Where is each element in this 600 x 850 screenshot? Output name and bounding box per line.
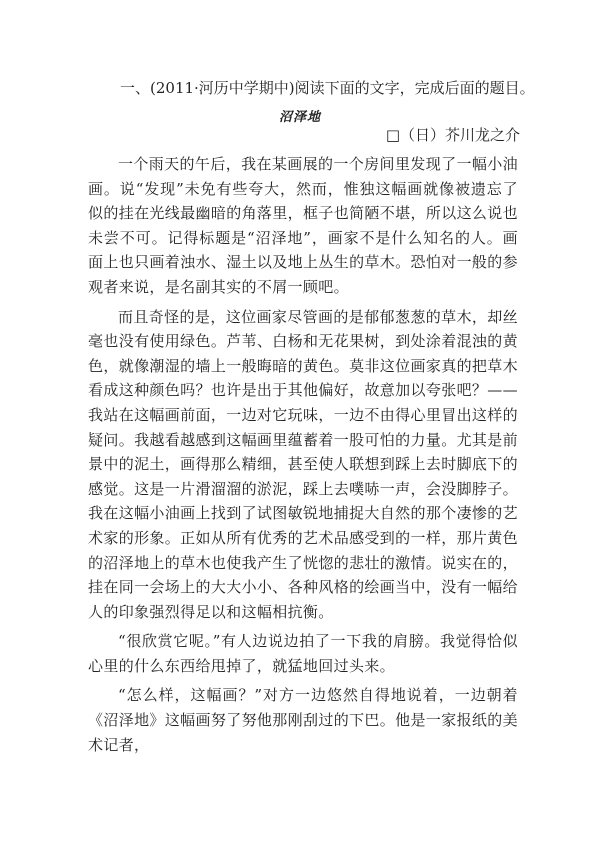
- paragraph: “怎么样，这幅画？”对方一边悠然自得地说着，一边朝着《沼泽地》这幅画努了努他那刚刮过的下巴。他是一家报纸的美术记者，: [88, 686, 518, 754]
- paragraph: “很欣赏它呢。”有人边说边拍了一下我的肩膀。我觉得恰似心里的什么东西给甩掉了，就猛地回过头来。: [88, 632, 518, 675]
- paragraph: 而且奇怪的是，这位画家尽管画的是郁郁葱葱的草木，却丝毫也没有使用绿色。芦苇、白杨和无花果树，到处涂着混浊的黄色，就像潮湿的墙上一般晦暗的黄色。莫非这位画家真的把草木看成这种颜色吗？也许是出于其他偏好，故意加以夸张吧？——我站在这幅画前面，一边对它玩味，一边不由得心里冒出这样的疑问。我越看越感到这幅画里蕴蓄着一股可怕的力量。尤其是前景中的泥土，画得那么精细，甚至使人联想到踩上去时脚底下的感觉。这是一片滑溜溜的淤泥，踩上去噗哧一声，会没脚脖子。我在这幅小油画上找到了试图敏锐地捕捉大自然的那个凄惨的艺术家的形象。正如从所有优秀的艺术品感受到的一样，那片黄色的沼泽地上的草木也使我产生了恍惚的悲壮的激情。说实在的，挂在同一会场上的大大小小、各种风格的绘画当中，没有一幅给人的印象强烈得足以和这幅相抗衡。: [88, 307, 518, 621]
- article-title: 沼泽地: [278, 110, 321, 125]
- paragraph: 一个雨天的午后，我在某画展的一个房间里发现了一幅小油画。说“发现”未免有些夸大，然而，惟独这幅画就像被遗忘了似的挂在光线最幽暗的角落里，框子也简陋不堪，所以这么说也未尝不可。记得标题是“沼泽地”，画家不是什么知名的人。画面上也只画着浊水、湿土以及地上丛生的草木。恐怕对一般的参观者来说，是名副其实的不屑一顾吧。: [88, 155, 518, 296]
- article-body: [88, 152, 518, 762]
- question-heading: 一、(2011·河历中学期中)阅读下面的文字，完成后面的题目。: [120, 79, 535, 97]
- article-author: □（日）芥川龙之介: [385, 126, 520, 144]
